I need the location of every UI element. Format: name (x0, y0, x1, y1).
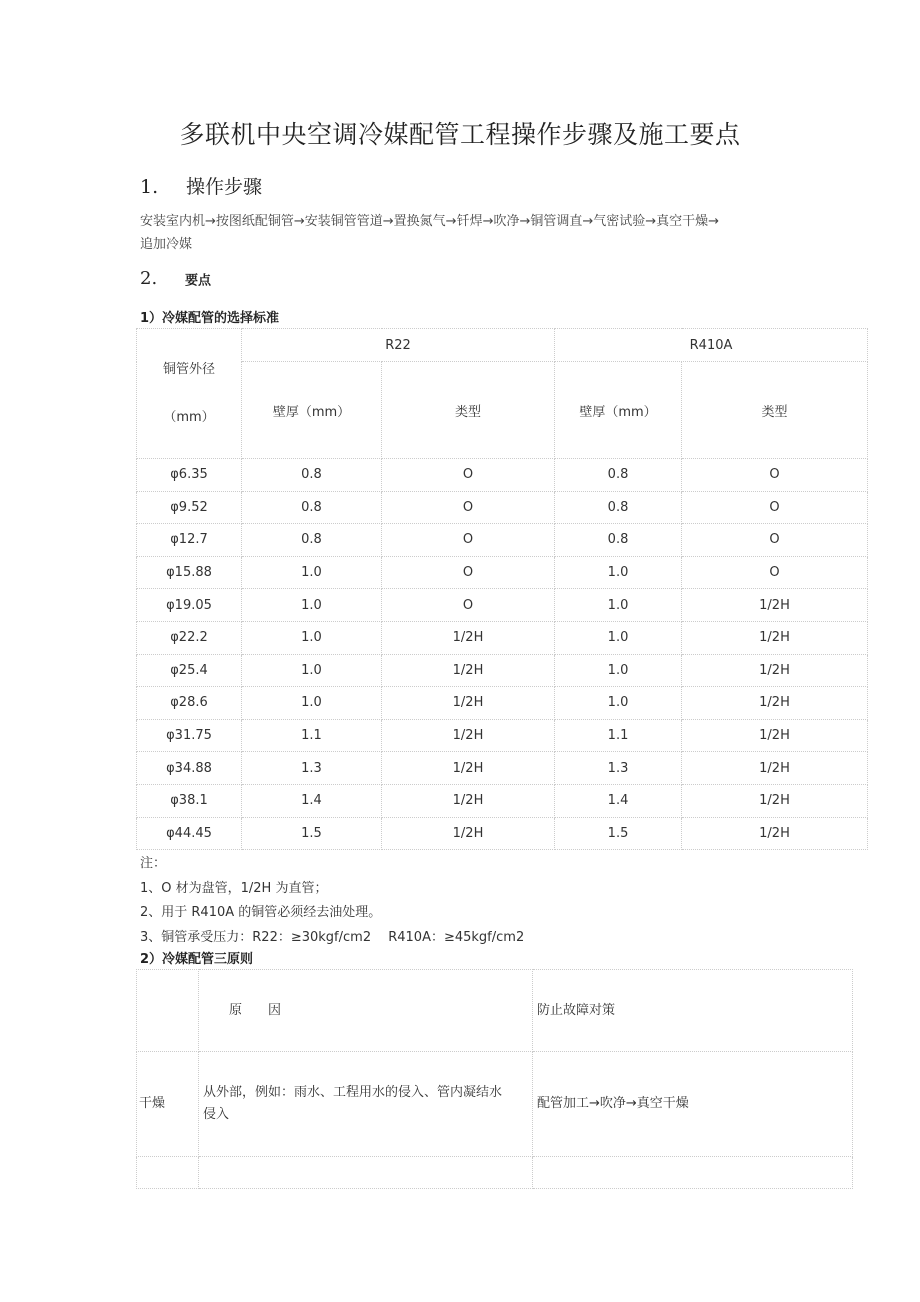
cell-r22-type: O (382, 459, 555, 492)
note-item: 2、用于 R410A 的铜管必须经去油处理。 (140, 905, 382, 920)
cell-r22-type: O (382, 491, 555, 524)
cell-r22-thickness: 1.4 (242, 784, 382, 817)
empty-cell (533, 1157, 853, 1189)
procedure-steps (140, 210, 800, 256)
cell-r22-thickness: 1.0 (242, 621, 382, 654)
cell-r410a-thickness: 0.8 (555, 524, 682, 557)
steps-line: 追加冷媒 (140, 237, 193, 252)
cell-r22-type: 1/2H (382, 719, 555, 752)
cell-r22-type: 1/2H (382, 621, 555, 654)
header-type: 类型 (382, 362, 555, 459)
table-row (137, 784, 868, 817)
header-thickness: 壁厚（mm） (555, 362, 682, 459)
table-row (137, 752, 868, 785)
cell-r22-type: 1/2H (382, 784, 555, 817)
section-heading-steps (140, 172, 262, 199)
cell-diameter: φ28.6 (137, 687, 242, 720)
cell-r22-thickness: 1.5 (242, 817, 382, 850)
table-row (137, 589, 868, 622)
cell-r410a-type: 1/2H (682, 752, 868, 785)
notes-block (140, 852, 524, 950)
table-row (137, 524, 868, 557)
cell-r410a-type: 1/2H (682, 589, 868, 622)
cell-r410a-type: 1/2H (682, 719, 868, 752)
cell-diameter: φ15.88 (137, 556, 242, 589)
principle-reason (199, 1052, 533, 1157)
cell-diameter: φ22.2 (137, 621, 242, 654)
header-r410a: R410A (555, 329, 868, 362)
cell-diameter: φ34.88 (137, 752, 242, 785)
empty-cell (137, 1157, 199, 1189)
cell-r22-type: O (382, 589, 555, 622)
note-item: 3、铜管承受压力：R22：≥30kgf/cm2 R410A：≥45kgf/cm2 (140, 929, 525, 945)
cell-diameter: φ25.4 (137, 654, 242, 687)
header-type: 类型 (682, 362, 868, 459)
cell-diameter: φ38.1 (137, 784, 242, 817)
section-heading-key-points (140, 268, 211, 289)
cell-r410a-type: O (682, 459, 868, 492)
principle-reason-line: 侵入 (203, 1107, 230, 1122)
table-row (137, 654, 868, 687)
cell-r22-type: 1/2H (382, 817, 555, 850)
subheading-pipe-selection: 1）冷媒配管的选择标准 (140, 311, 280, 326)
table-row (137, 687, 868, 720)
cell-r410a-thickness: 0.8 (555, 491, 682, 524)
cell-r410a-type: O (682, 491, 868, 524)
table-row (137, 556, 868, 589)
empty-cell (199, 1157, 533, 1189)
cell-r410a-type: 1/2H (682, 784, 868, 817)
cell-diameter: φ6.35 (137, 459, 242, 492)
cell-r410a-thickness: 1.0 (555, 589, 682, 622)
cell-r22-type: O (382, 556, 555, 589)
cell-r22-thickness: 0.8 (242, 491, 382, 524)
header-thickness: 壁厚（mm） (242, 362, 382, 459)
cell-r410a-thickness: 1.3 (555, 752, 682, 785)
cell-r410a-type: O (682, 556, 868, 589)
cell-r410a-type: 1/2H (682, 817, 868, 850)
principles-header-reason: 原 因 (199, 970, 533, 1052)
principles-header-measure: 防止故障对策 (533, 970, 853, 1052)
cell-diameter: φ9.52 (137, 491, 242, 524)
cell-r22-thickness: 1.3 (242, 752, 382, 785)
header-outer-diameter-label: 铜管外径 (162, 361, 215, 377)
header-r22: R22 (242, 329, 555, 362)
steps-line: 安装室内机→按图纸配铜管→安装铜管管道→置换氮气→钎焊→吹净→铜管调直→气密试验→真空干燥→ (140, 214, 720, 229)
table-row (137, 491, 868, 524)
cell-diameter: φ12.7 (137, 524, 242, 557)
principle-measure: 配管加工→吹净→真空干燥 (533, 1052, 853, 1157)
table-row (137, 719, 868, 752)
header-outer-diameter-unit: （mm） (163, 409, 215, 425)
cell-r410a-thickness: 1.4 (555, 784, 682, 817)
cell-r22-type: 1/2H (382, 687, 555, 720)
principles-header-empty (137, 970, 199, 1052)
cell-r410a-type: 1/2H (682, 654, 868, 687)
cell-r410a-thickness: 1.0 (555, 556, 682, 589)
cell-r410a-thickness: 1.1 (555, 719, 682, 752)
cell-r410a-type: 1/2H (682, 621, 868, 654)
cell-r22-thickness: 0.8 (242, 459, 382, 492)
cell-r22-thickness: 1.1 (242, 719, 382, 752)
cell-r22-type: 1/2H (382, 654, 555, 687)
section-number: 2. (140, 268, 158, 289)
principle-reason-line: 从外部，例如：雨水、工程用水的侵入、管内凝结水 (203, 1085, 503, 1100)
cell-r410a-type: O (682, 524, 868, 557)
cell-r410a-type: 1/2H (682, 687, 868, 720)
cell-r22-type: O (382, 524, 555, 557)
cell-r410a-thickness: 1.0 (555, 654, 682, 687)
table-row (137, 459, 868, 492)
cell-r22-thickness: 1.0 (242, 654, 382, 687)
cell-r410a-thickness: 1.0 (555, 687, 682, 720)
cell-diameter: φ31.75 (137, 719, 242, 752)
section-label: 操作步骤 (186, 176, 263, 198)
note-item: 1、O 材为盘管，1/2H 为直管； (140, 880, 328, 896)
principles-table (136, 969, 853, 1189)
notes-label: 注： (140, 856, 167, 871)
cell-r22-thickness: 0.8 (242, 524, 382, 557)
section-number: 1. (140, 176, 159, 198)
cell-r410a-thickness: 1.5 (555, 817, 682, 850)
principle-name: 干燥 (137, 1052, 199, 1157)
table-row (137, 621, 868, 654)
cell-r22-thickness: 1.0 (242, 589, 382, 622)
cell-r410a-thickness: 1.0 (555, 621, 682, 654)
pipe-selection-table (136, 328, 868, 850)
section-label: 要点 (185, 273, 212, 289)
document-title: 多联机中央空调冷媒配管工程操作步骤及施工要点 (179, 120, 741, 149)
cell-r22-thickness: 1.0 (242, 556, 382, 589)
cell-diameter: φ44.45 (137, 817, 242, 850)
cell-diameter: φ19.05 (137, 589, 242, 622)
cell-r410a-thickness: 0.8 (555, 459, 682, 492)
cell-r22-type: 1/2H (382, 752, 555, 785)
header-outer-diameter (137, 329, 242, 459)
subheading-three-principles: 2）冷媒配管三原则 (140, 952, 254, 967)
table-row (137, 817, 868, 850)
cell-r22-thickness: 1.0 (242, 687, 382, 720)
